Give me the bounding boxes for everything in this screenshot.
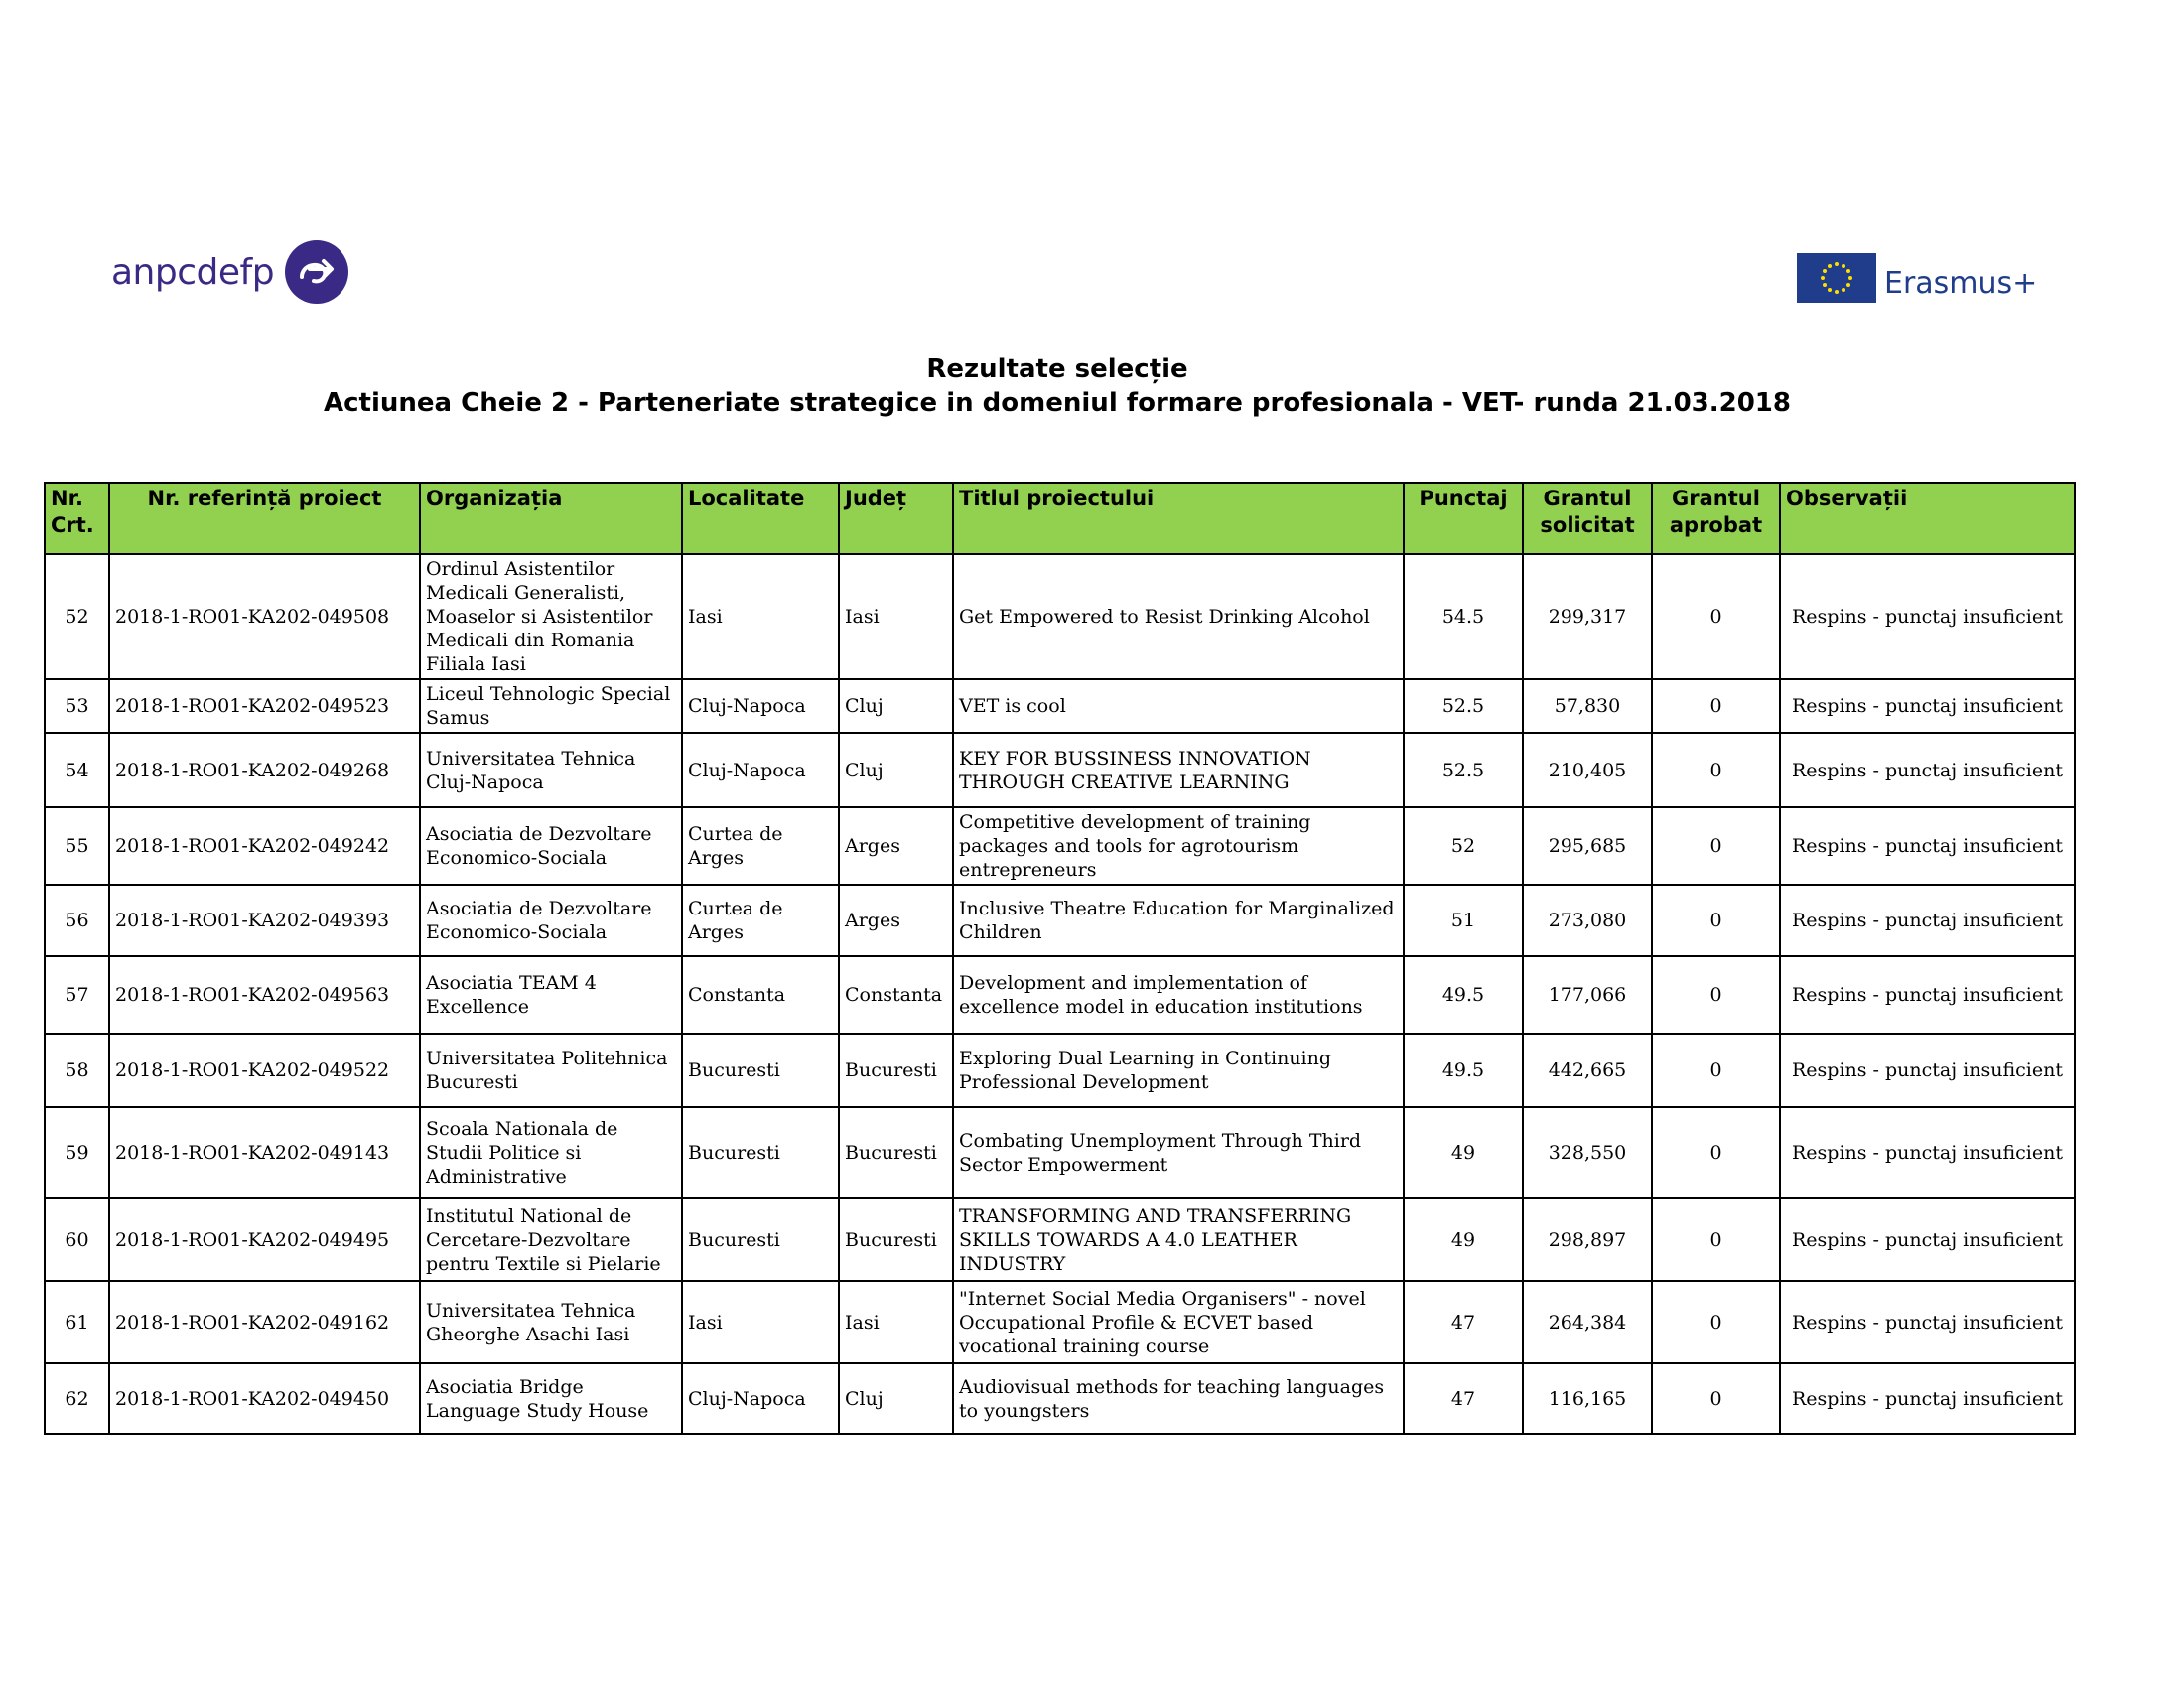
cell-punctaj: 52 bbox=[1404, 807, 1523, 885]
page-title bbox=[0, 352, 2115, 420]
cell-observatii: Respins - punctaj insuficient bbox=[1780, 885, 2075, 956]
table-row bbox=[45, 1198, 2075, 1281]
cell-nr-crt: 54 bbox=[45, 733, 109, 807]
cell-punctaj: 49 bbox=[1404, 1198, 1523, 1281]
cell-nr-crt: 53 bbox=[45, 679, 109, 733]
cell-grantul-aprobat: 0 bbox=[1652, 1363, 1780, 1434]
cell-organizatia: Scoala Nationala de Studii Politice si Administrative bbox=[420, 1107, 682, 1198]
cell-grantul-aprobat: 0 bbox=[1652, 956, 1780, 1034]
cell-grantul-aprobat: 0 bbox=[1652, 1107, 1780, 1198]
anpcdefp-logo-text: anpcdefp bbox=[111, 251, 275, 293]
cell-nr-referinta: 2018-1-RO01-KA202-049143 bbox=[109, 1107, 420, 1198]
cell-nr-crt: 55 bbox=[45, 807, 109, 885]
cell-localitate: Cluj-Napoca bbox=[682, 733, 839, 807]
cell-observatii: Respins - punctaj insuficient bbox=[1780, 554, 2075, 679]
header-judet: Județ bbox=[839, 483, 953, 554]
cell-organizatia: Universitatea Tehnica Gheorghe Asachi Iasi bbox=[420, 1281, 682, 1363]
cell-grantul-solicitat: 299,317 bbox=[1523, 554, 1652, 679]
cell-observatii: Respins - punctaj insuficient bbox=[1780, 956, 2075, 1034]
table-row bbox=[45, 807, 2075, 885]
cell-localitate: Curtea de Arges bbox=[682, 885, 839, 956]
cell-observatii: Respins - punctaj insuficient bbox=[1780, 679, 2075, 733]
cell-organizatia: Institutul National de Cercetare-Dezvoltare pentru Textile si Pielarie bbox=[420, 1198, 682, 1281]
cell-nr-referinta: 2018-1-RO01-KA202-049563 bbox=[109, 956, 420, 1034]
cell-nr-crt: 52 bbox=[45, 554, 109, 679]
cell-judet: Cluj bbox=[839, 733, 953, 807]
cell-observatii: Respins - punctaj insuficient bbox=[1780, 1107, 2075, 1198]
cell-judet: Constanta bbox=[839, 956, 953, 1034]
cell-judet: Bucuresti bbox=[839, 1034, 953, 1107]
cell-nr-crt: 62 bbox=[45, 1363, 109, 1434]
cell-nr-referinta: 2018-1-RO01-KA202-049242 bbox=[109, 807, 420, 885]
cell-punctaj: 49.5 bbox=[1404, 1034, 1523, 1107]
cell-punctaj: 52.5 bbox=[1404, 679, 1523, 733]
cell-localitate: Curtea de Arges bbox=[682, 807, 839, 885]
cell-nr-crt: 58 bbox=[45, 1034, 109, 1107]
header-punctaj: Punctaj bbox=[1404, 483, 1523, 554]
cell-titlul: Audiovisual methods for teaching languages to youngsters bbox=[953, 1363, 1404, 1434]
cell-grantul-solicitat: 298,897 bbox=[1523, 1198, 1652, 1281]
cell-grantul-solicitat: 328,550 bbox=[1523, 1107, 1652, 1198]
cell-grantul-solicitat: 442,665 bbox=[1523, 1034, 1652, 1107]
cell-titlul: KEY FOR BUSSINESS INNOVATION THROUGH CREATIVE LEARNING bbox=[953, 733, 1404, 807]
cell-observatii: Respins - punctaj insuficient bbox=[1780, 1363, 2075, 1434]
cell-punctaj: 52.5 bbox=[1404, 733, 1523, 807]
cell-judet: Arges bbox=[839, 807, 953, 885]
cell-organizatia: Ordinul Asistentilor Medicali Generalisti, Moaselor si Asistentilor Medicali din Romania Filiala Iasi bbox=[420, 554, 682, 679]
cell-observatii: Respins - punctaj insuficient bbox=[1780, 807, 2075, 885]
cell-localitate: Iasi bbox=[682, 1281, 839, 1363]
cell-nr-crt: 60 bbox=[45, 1198, 109, 1281]
cell-titlul: Development and implementation of excellence model in education institutions bbox=[953, 956, 1404, 1034]
cell-localitate: Bucuresti bbox=[682, 1198, 839, 1281]
table-row bbox=[45, 679, 2075, 733]
table-header-row bbox=[45, 483, 2075, 554]
cell-punctaj: 49 bbox=[1404, 1107, 1523, 1198]
header-grantul-aprobat: Grantul aprobat bbox=[1652, 483, 1780, 554]
header-nr-crt: Nr. Crt. bbox=[45, 483, 109, 554]
cell-judet: Iasi bbox=[839, 1281, 953, 1363]
cell-grantul-solicitat: 177,066 bbox=[1523, 956, 1652, 1034]
cell-organizatia: Asociatia de Dezvoltare Economico-Sociala bbox=[420, 807, 682, 885]
cell-observatii: Respins - punctaj insuficient bbox=[1780, 1034, 2075, 1107]
cell-grantul-solicitat: 57,830 bbox=[1523, 679, 1652, 733]
cell-organizatia: Liceul Tehnologic Special Samus bbox=[420, 679, 682, 733]
cell-localitate: Bucuresti bbox=[682, 1107, 839, 1198]
erasmus-logo-text: Erasmus+ bbox=[1884, 265, 2038, 301]
cell-nr-crt: 61 bbox=[45, 1281, 109, 1363]
header-observatii: Observații bbox=[1780, 483, 2075, 554]
cell-observatii: Respins - punctaj insuficient bbox=[1780, 1198, 2075, 1281]
cell-grantul-solicitat: 116,165 bbox=[1523, 1363, 1652, 1434]
anpcdefp-logo bbox=[111, 238, 349, 306]
table-row bbox=[45, 956, 2075, 1034]
header-nr-referinta: Nr. referință proiect bbox=[109, 483, 420, 554]
cell-punctaj: 47 bbox=[1404, 1363, 1523, 1434]
cell-organizatia: Universitatea Politehnica Bucuresti bbox=[420, 1034, 682, 1107]
cell-nr-referinta: 2018-1-RO01-KA202-049495 bbox=[109, 1198, 420, 1281]
cell-titlul: VET is cool bbox=[953, 679, 1404, 733]
cell-judet: Bucuresti bbox=[839, 1107, 953, 1198]
cell-nr-referinta: 2018-1-RO01-KA202-049522 bbox=[109, 1034, 420, 1107]
cell-judet: Iasi bbox=[839, 554, 953, 679]
cell-grantul-solicitat: 273,080 bbox=[1523, 885, 1652, 956]
cell-nr-crt: 57 bbox=[45, 956, 109, 1034]
cell-grantul-aprobat: 0 bbox=[1652, 1034, 1780, 1107]
results-table bbox=[44, 482, 2076, 1435]
cell-organizatia: Asociatia de Dezvoltare Economico-Sociala bbox=[420, 885, 682, 956]
table-row bbox=[45, 1107, 2075, 1198]
cell-punctaj: 47 bbox=[1404, 1281, 1523, 1363]
cell-nr-referinta: 2018-1-RO01-KA202-049393 bbox=[109, 885, 420, 956]
cell-localitate: Constanta bbox=[682, 956, 839, 1034]
header-titlul: Titlul proiectului bbox=[953, 483, 1404, 554]
cell-organizatia: Universitatea Tehnica Cluj-Napoca bbox=[420, 733, 682, 807]
cell-observatii: Respins - punctaj insuficient bbox=[1780, 1281, 2075, 1363]
cell-titlul: TRANSFORMING AND TRANSFERRING SKILLS TOWARDS A 4.0 LEATHER INDUSTRY bbox=[953, 1198, 1404, 1281]
anpcdefp-logo-icon bbox=[284, 239, 349, 305]
cell-nr-referinta: 2018-1-RO01-KA202-049162 bbox=[109, 1281, 420, 1363]
cell-organizatia: Asociatia TEAM 4 Excellence bbox=[420, 956, 682, 1034]
cell-grantul-solicitat: 210,405 bbox=[1523, 733, 1652, 807]
cell-grantul-aprobat: 0 bbox=[1652, 1281, 1780, 1363]
cell-titlul: Combating Unemployment Through Third Sector Empowerment bbox=[953, 1107, 1404, 1198]
table-row bbox=[45, 1281, 2075, 1363]
table-row bbox=[45, 1034, 2075, 1107]
cell-titlul: Competitive development of training packages and tools for agrotourism entrepreneurs bbox=[953, 807, 1404, 885]
cell-grantul-aprobat: 0 bbox=[1652, 554, 1780, 679]
cell-localitate: Cluj-Napoca bbox=[682, 1363, 839, 1434]
cell-observatii: Respins - punctaj insuficient bbox=[1780, 733, 2075, 807]
table-row bbox=[45, 1363, 2075, 1434]
title-line-2: Actiunea Cheie 2 - Parteneriate strategice in domeniul formare profesionala - VET- runda 21.03.2018 bbox=[324, 388, 1791, 418]
cell-titlul: Inclusive Theatre Education for Marginalized Children bbox=[953, 885, 1404, 956]
cell-judet: Arges bbox=[839, 885, 953, 956]
cell-nr-referinta: 2018-1-RO01-KA202-049523 bbox=[109, 679, 420, 733]
table-row bbox=[45, 733, 2075, 807]
cell-grantul-aprobat: 0 bbox=[1652, 733, 1780, 807]
cell-titlul: Get Empowered to Resist Drinking Alcohol bbox=[953, 554, 1404, 679]
cell-grantul-aprobat: 0 bbox=[1652, 679, 1780, 733]
cell-punctaj: 49.5 bbox=[1404, 956, 1523, 1034]
cell-nr-referinta: 2018-1-RO01-KA202-049450 bbox=[109, 1363, 420, 1434]
title-line-1: Rezultate selecție bbox=[926, 354, 1188, 384]
cell-localitate: Cluj-Napoca bbox=[682, 679, 839, 733]
cell-judet: Bucuresti bbox=[839, 1198, 953, 1281]
cell-grantul-solicitat: 295,685 bbox=[1523, 807, 1652, 885]
cell-nr-referinta: 2018-1-RO01-KA202-049508 bbox=[109, 554, 420, 679]
cell-judet: Cluj bbox=[839, 679, 953, 733]
table-row bbox=[45, 885, 2075, 956]
cell-punctaj: 51 bbox=[1404, 885, 1523, 956]
header-localitate: Localitate bbox=[682, 483, 839, 554]
table-row bbox=[45, 554, 2075, 679]
cell-grantul-aprobat: 0 bbox=[1652, 885, 1780, 956]
erasmus-logo bbox=[1797, 253, 2037, 303]
cell-grantul-aprobat: 0 bbox=[1652, 1198, 1780, 1281]
eu-flag-icon bbox=[1797, 253, 1876, 303]
cell-titlul: "Internet Social Media Organisers" - novel Occupational Profile & ECVET based vocational training course bbox=[953, 1281, 1404, 1363]
cell-nr-crt: 59 bbox=[45, 1107, 109, 1198]
cell-nr-crt: 56 bbox=[45, 885, 109, 956]
header-organizatia: Organizația bbox=[420, 483, 682, 554]
cell-titlul: Exploring Dual Learning in Continuing Professional Development bbox=[953, 1034, 1404, 1107]
cell-localitate: Bucuresti bbox=[682, 1034, 839, 1107]
cell-nr-referinta: 2018-1-RO01-KA202-049268 bbox=[109, 733, 420, 807]
cell-judet: Cluj bbox=[839, 1363, 953, 1434]
header-grantul-solicitat: Grantul solicitat bbox=[1523, 483, 1652, 554]
cell-punctaj: 54.5 bbox=[1404, 554, 1523, 679]
cell-localitate: Iasi bbox=[682, 554, 839, 679]
cell-organizatia: Asociatia Bridge Language Study House bbox=[420, 1363, 682, 1434]
cell-grantul-aprobat: 0 bbox=[1652, 807, 1780, 885]
cell-grantul-solicitat: 264,384 bbox=[1523, 1281, 1652, 1363]
